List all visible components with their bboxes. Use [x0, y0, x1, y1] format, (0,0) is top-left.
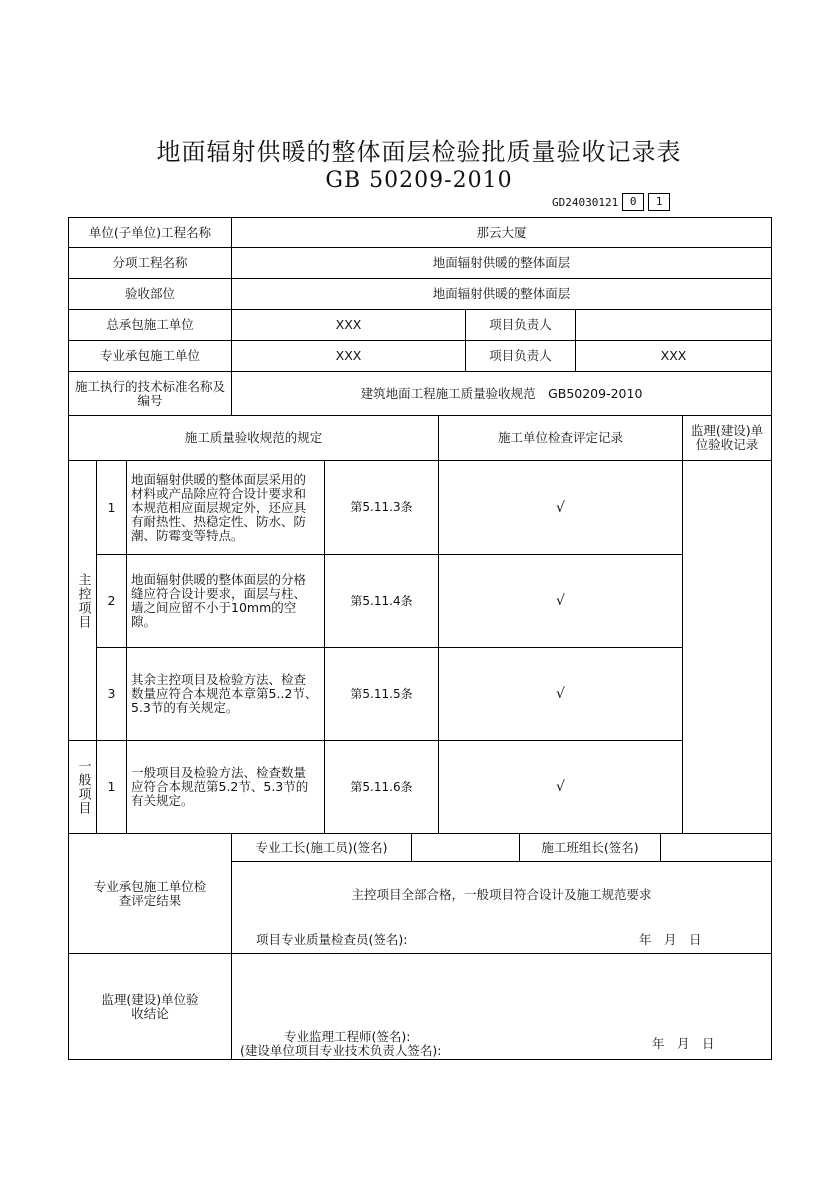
item-text: 地面辐射供暖的整体面层采用的材料或产品除应符合设计要求和本规范相应面层规定外，还应具有耐热性、热稳定性、防水、防潮、防霉变等特点。 [126, 460, 325, 555]
supervision-column-header: 监理(建设)单位验收记录 [682, 415, 772, 461]
supervising-engineer-label: 专业监理工程师(签名): [284, 1029, 411, 1044]
item-check-mark: √ [438, 460, 683, 555]
gc-project-manager-value [575, 309, 772, 341]
gc-project-manager-label: 项目负责人 [465, 309, 576, 341]
item-check-mark: √ [438, 740, 683, 834]
project-name-label: 单位(子单位)工程名称 [68, 217, 232, 248]
tech-standard-label: 施工执行的技术标准名称及编号 [68, 371, 232, 416]
unit-check-column-header: 施工单位检查评定记录 [438, 415, 683, 461]
owner-representative-label: (建设单位项目专业技术负责人签名): [240, 1043, 442, 1058]
item-number: 1 [96, 460, 127, 555]
item-text: 地面辐射供暖的整体面层的分格缝应符合设计要求，面层与柱、墙之间应留不小于10mm的空隙。 [126, 554, 325, 648]
item-check-mark: √ [438, 647, 683, 741]
result-conclusion: 主控项目全部合格，一般项目符合设计及施工规范要求 [351, 887, 652, 902]
team-leader-sign-label: 施工班组长(签名) [519, 833, 661, 862]
supervision-record-cell [682, 460, 772, 834]
supervision-date: 年 月 日 [652, 1036, 715, 1051]
item-clause: 第5.11.4条 [324, 554, 439, 648]
general-contractor-label: 总承包施工单位 [68, 309, 232, 341]
team-leader-sign-field [660, 833, 772, 862]
tech-standard-value: 建筑地面工程施工质量验收规范 GB50209-2010 [231, 371, 772, 416]
document-code: GD24030121 [552, 195, 619, 209]
item-text: 其余主控项目及检验方法、检查数量应符合本规范本章第5..2节、5.3节的有关规定。 [126, 647, 325, 741]
sub-project-label: 分项工程名称 [68, 247, 232, 279]
inspection-part-value: 地面辐射供暖的整体面层 [231, 278, 772, 310]
foreman-sign-label: 专业工长(施工员)(签名) [231, 833, 412, 862]
item-clause: 第5.11.5条 [324, 647, 439, 741]
foreman-sign-field [411, 833, 520, 862]
quality-inspector-label: 项目专业质量检查员(签名): [256, 932, 408, 947]
inspection-part-label: 验收部位 [68, 278, 232, 310]
code-box-1: 0 [622, 193, 644, 211]
item-number: 1 [96, 740, 127, 834]
item-check-mark: √ [438, 554, 683, 648]
standard-number: GB 50209-2010 [325, 168, 513, 193]
item-text: 一般项目及检验方法、检查数量应符合本规范第5.2节、5.3节的有关规定。 [126, 740, 325, 834]
supervision-conclusion-label: 监理(建设)单位验收结论 [68, 953, 232, 1060]
sub-project-value: 地面辐射供暖的整体面层 [231, 247, 772, 279]
sub-contractor-label: 专业承包施工单位 [68, 340, 232, 372]
sub-contractor-value: XXX [231, 340, 466, 372]
main-control-group-label: 主控项目 [68, 460, 97, 741]
project-name-value: 那云大厦 [231, 217, 772, 248]
item-number: 2 [96, 554, 127, 648]
item-clause: 第5.11.6条 [324, 740, 439, 834]
general-contractor-value: XXX [231, 309, 466, 341]
document-title: 地面辐射供暖的整体面层检验批质量验收记录表 [156, 138, 682, 166]
sc-project-manager-value: XXX [575, 340, 772, 372]
result-date: 年 月 日 [639, 932, 702, 947]
document-code-row [552, 193, 670, 211]
item-number: 3 [96, 647, 127, 741]
sc-project-manager-label: 项目负责人 [465, 340, 576, 372]
item-clause: 第5.11.3条 [324, 460, 439, 555]
spec-column-header: 施工质量验收规范的规定 [68, 415, 439, 461]
general-group-label: 一般项目 [68, 740, 97, 834]
code-box-2: 1 [648, 193, 670, 211]
contractor-result-label: 专业承包施工单位检查评定结果 [68, 833, 232, 954]
